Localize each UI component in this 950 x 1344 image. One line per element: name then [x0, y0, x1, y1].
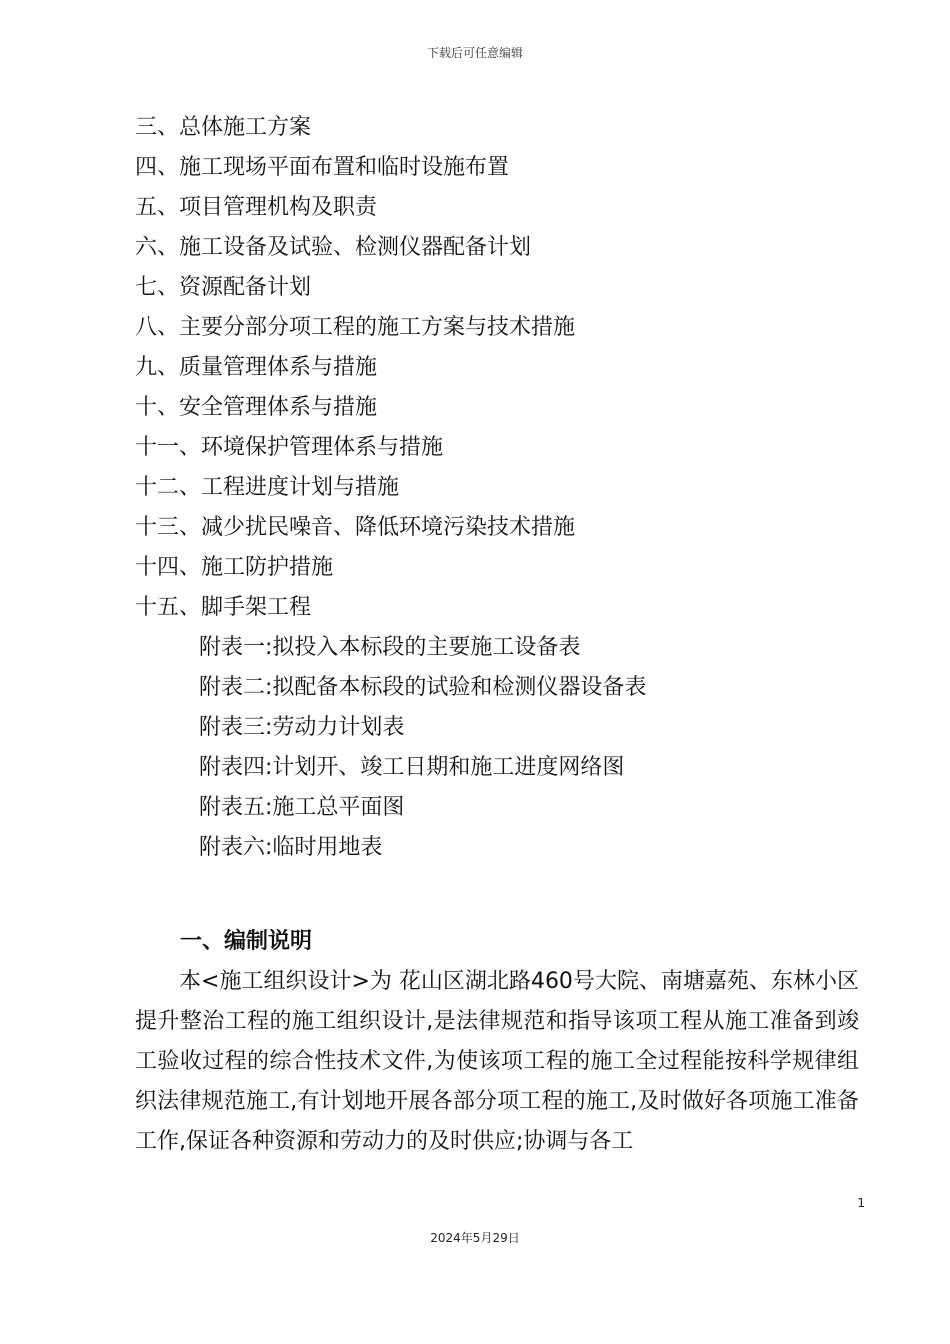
- toc-appendix-item: 附表三:劳动力计划表: [199, 715, 405, 740]
- toc-item: 十三、减少扰民噪音、降低环境污染技术措施: [135, 515, 576, 540]
- toc-item: 十二、工程进度计划与措施: [135, 475, 400, 500]
- toc-appendix-item: 附表一:拟投入本标段的主要施工设备表: [199, 635, 581, 660]
- table-of-contents: [135, 108, 875, 868]
- toc-item: 四、施工现场平面布置和临时设施布置: [135, 155, 510, 180]
- toc-item: 十一、环境保护管理体系与措施: [135, 435, 444, 460]
- toc-item: 六、施工设备及试验、检测仪器配备计划: [135, 235, 532, 260]
- page-number: 1: [857, 1196, 865, 1210]
- page-footer-date: 2024年5月29日: [430, 1231, 520, 1245]
- toc-item: 十、安全管理体系与措施: [135, 395, 378, 420]
- toc-appendix-item: 附表二:拟配备本标段的试验和检测仪器设备表: [199, 675, 647, 700]
- section-paragraph: 本<施工组织设计>为 花山区湖北路460号大院、南塘嘉苑、东林小区提升整治工程的施工组织设计,是法律规范和指导该项工程从施工准备到竣工验收过程的综合性技术文件,为使该项工程的施工全过程能按科学规律组织法律规范施工,有计划地开展各部分项工程的施工,及时做好各项施工准备工作,保证各种资源和劳动力的及时供应;协调与各工: [135, 969, 859, 1154]
- toc-item: 五、项目管理机构及职责: [135, 195, 378, 220]
- toc-item: 三、总体施工方案: [135, 115, 312, 140]
- toc-item: 八、主要分部分项工程的施工方案与技术措施: [135, 315, 576, 340]
- section-title: 一、编制说明: [180, 929, 313, 954]
- page-header: 下载后可任意编辑: [426, 46, 523, 60]
- toc-appendix-item: 附表六:临时用地表: [199, 835, 383, 860]
- toc-item: 十四、施工防护措施: [135, 555, 334, 580]
- toc-appendix-item: 附表四:计划开、竣工日期和施工进度网络图: [199, 755, 625, 780]
- toc-item: 七、资源配备计划: [135, 275, 312, 300]
- toc-item: 九、质量管理体系与措施: [135, 355, 378, 380]
- toc-appendix-item: 附表五:施工总平面图: [199, 795, 405, 820]
- toc-item: 十五、脚手架工程: [135, 595, 312, 620]
